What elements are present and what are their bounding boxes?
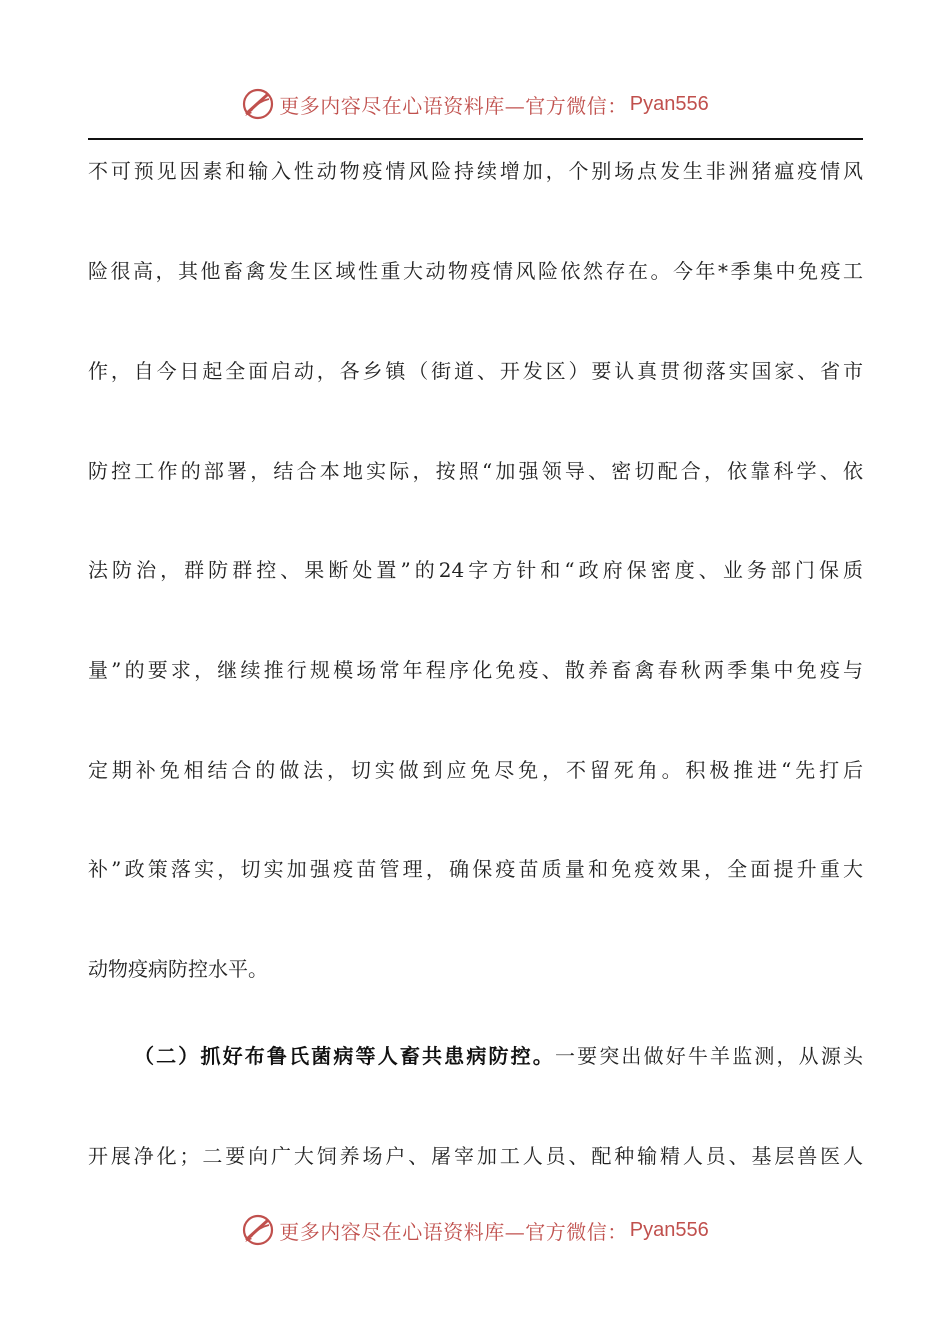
- footer-banner: [0, 1210, 950, 1250]
- header-wechat-id: Pyan556: [629, 92, 709, 115]
- pen-logo-icon: [241, 1213, 275, 1247]
- pen-logo-icon: [241, 87, 275, 121]
- footer-wechat-id: Pyan556: [629, 1218, 709, 1241]
- body-line-5: 法防治，群防群控、果断处置”的24字方针和“政府保密度、业务部门保质: [88, 558, 863, 582]
- header-banner: [0, 84, 950, 124]
- section2-first-line: [88, 1042, 863, 1070]
- body-line-3: 作，自今日起全面启动，各乡镇（街道、开发区）要认真贯彻落实国家、省市: [88, 359, 863, 383]
- body-line-6: 量”的要求，继续推行规模场常年程序化免疫、散养畜禽春秋两季集中免疫与: [88, 658, 863, 682]
- section2-line1-text: 一要突出做好牛羊监测，从源头: [554, 1044, 863, 1068]
- header-divider: [88, 138, 863, 140]
- body-line-4: 防控工作的部署，结合本地实际，按照“加强领导、密切配合，依靠科学、依: [88, 459, 863, 483]
- footer-banner-text: 更多内容尽在心语资料库—官方微信：: [279, 1219, 628, 1244]
- body-line-8: 补”政策落实，切实加强疫苗管理，确保疫苗质量和免疫效果，全面提升重大: [88, 857, 863, 881]
- section2-line-2: 开展净化；二要向广大饲养场户、屠宰加工人员、配种输精人员、基层兽医人: [88, 1144, 863, 1168]
- body-line-2: 险很高，其他畜禽发生区域性重大动物疫情风险依然存在。今年*季集中免疫工: [88, 259, 863, 283]
- body-line-7: 定期补免相结合的做法，切实做到应免尽免，不留死角。积极推进“先打后: [88, 758, 863, 782]
- body-line-1: 不可预见因素和输入性动物疫情风险持续增加，个别场点发生非洲猪瘟疫情风: [88, 159, 863, 183]
- header-banner-text: 更多内容尽在心语资料库—官方微信：: [279, 93, 628, 118]
- body-line-9: 动物疫病防控水平。: [88, 957, 268, 981]
- section2-heading: （二）抓好布鲁氏菌病等人畜共患病防控。: [134, 1044, 555, 1068]
